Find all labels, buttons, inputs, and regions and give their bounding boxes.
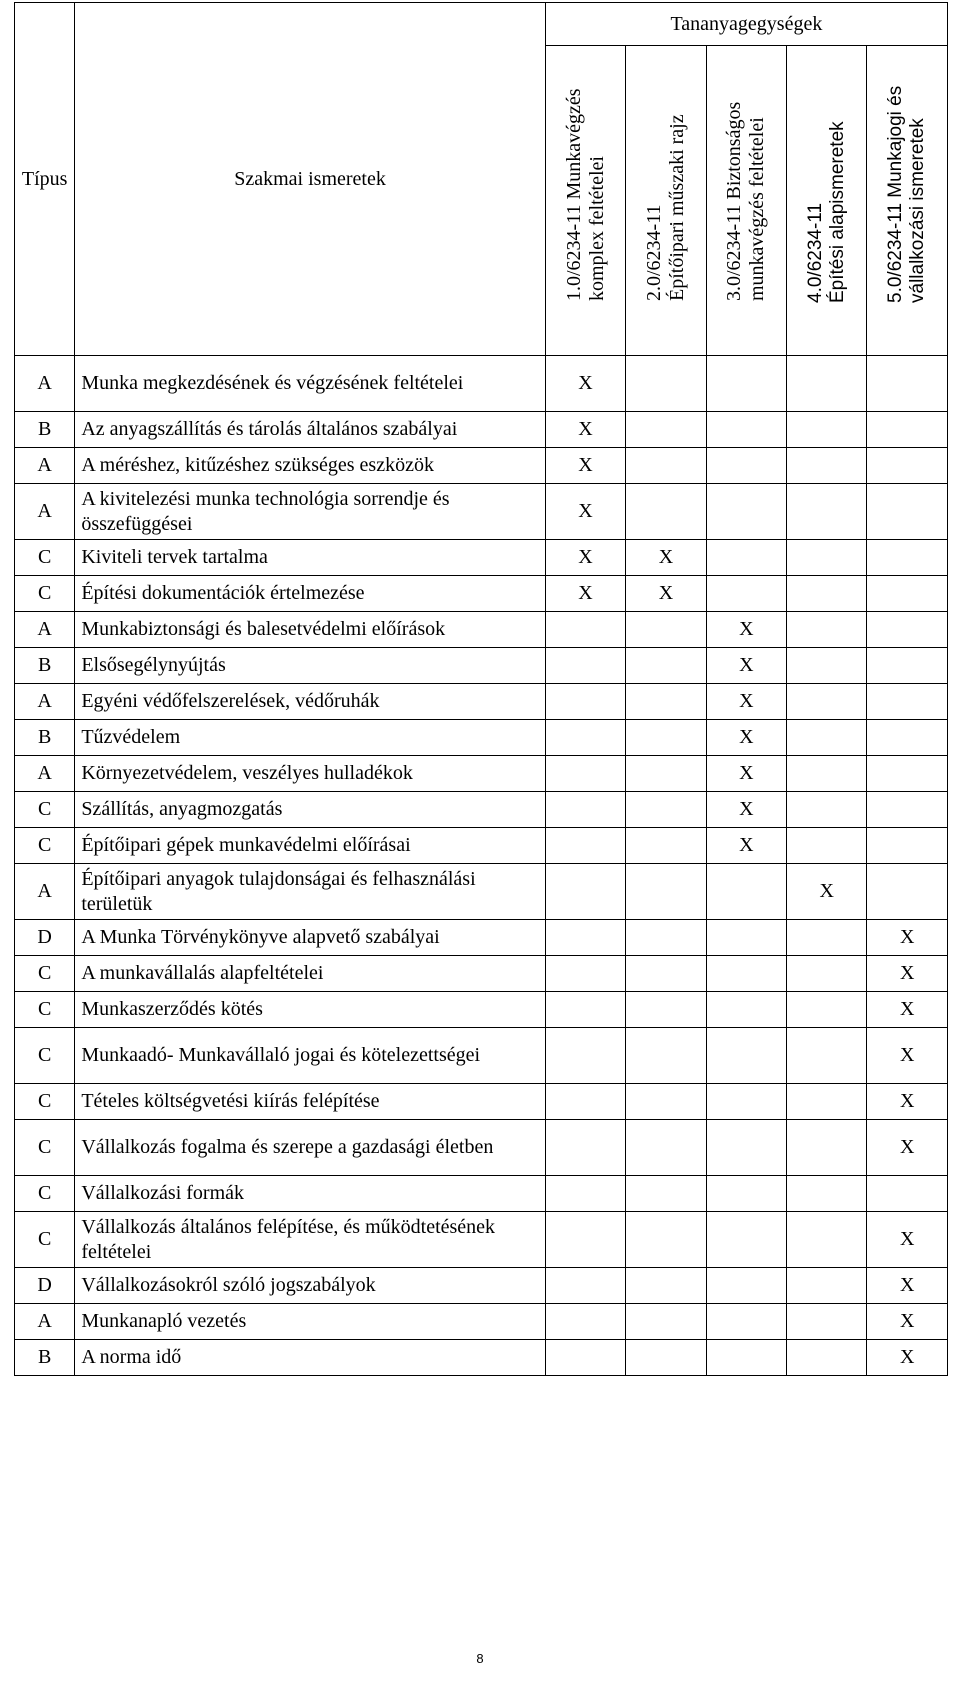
mark-cell-unit-4 [787,956,867,992]
mark-cell-unit-3 [706,412,786,448]
mark-cell-unit-5 [867,720,948,756]
mark-cell-unit-3 [706,1212,786,1268]
row-topic: Vállalkozásokról szóló jogszabályok [75,1268,545,1304]
row-type: A [15,612,75,648]
unit-header-text [885,86,929,303]
mark-cell-unit-5 [867,648,948,684]
mark-cell-unit-4 [787,920,867,956]
table-row [15,684,948,720]
row-type: C [15,1084,75,1120]
unit-header-line1: 2.0/6234-11 [642,204,665,301]
mark-cell-unit-2 [626,1304,706,1340]
mark-cell-unit-2 [626,920,706,956]
mark-cell-unit-1 [545,756,625,792]
mark-cell-unit-2 [626,828,706,864]
mark-cell-unit-4 [787,356,867,412]
table-row [15,356,948,412]
mark-cell-unit-1 [545,1028,625,1084]
mark-cell-unit-5: X [867,1304,948,1340]
unit-header-text [805,122,849,304]
mark-cell-unit-2 [626,448,706,484]
row-type: C [15,828,75,864]
row-topic: Építési dokumentációk értelmezése [75,576,545,612]
row-topic: Munka megkezdésének és végzésének feltételei [75,356,545,412]
row-type: D [15,1268,75,1304]
mark-cell-unit-5 [867,448,948,484]
row-topic: Kiviteli tervek tartalma [75,540,545,576]
row-type: D [15,920,75,956]
mark-cell-unit-3: X [706,792,786,828]
unit-header-2 [626,46,706,356]
row-type: C [15,1120,75,1176]
mark-cell-unit-4 [787,1340,867,1376]
mark-cell-unit-4 [787,1084,867,1120]
mark-cell-unit-1 [545,1340,625,1376]
mark-cell-unit-5: X [867,1212,948,1268]
row-type: C [15,1028,75,1084]
mark-cell-unit-2 [626,1120,706,1176]
unit-header-4 [787,46,867,356]
table-row [15,1120,948,1176]
mark-cell-unit-3 [706,1304,786,1340]
mark-cell-unit-2: X [626,576,706,612]
mark-cell-unit-1 [545,920,625,956]
row-topic: Vállalkozási formák [75,1176,545,1212]
mark-cell-unit-2 [626,412,706,448]
mark-cell-unit-3: X [706,720,786,756]
units-group-header: Tananyagegységek [545,3,947,46]
mark-cell-unit-5 [867,684,948,720]
mark-cell-unit-1 [545,1268,625,1304]
mark-cell-unit-4 [787,756,867,792]
table-row [15,448,948,484]
mark-cell-unit-5 [867,576,948,612]
row-type: A [15,1304,75,1340]
unit-header-5 [867,46,948,356]
table-row [15,864,948,920]
mark-cell-unit-5 [867,484,948,540]
row-type: A [15,684,75,720]
unit-header-line2: munkavégzés feltételei [746,117,769,301]
unit-header-line2: Építési alapismeretek [826,121,848,304]
mark-cell-unit-3 [706,1084,786,1120]
row-topic: Építőipari gépek munkavédelmi előírásai [75,828,545,864]
mark-cell-unit-1 [545,956,625,992]
mark-cell-unit-4 [787,1176,867,1212]
table-row [15,956,948,992]
mark-cell-unit-3 [706,864,786,920]
row-type: C [15,576,75,612]
mark-cell-unit-1 [545,1120,625,1176]
table-row [15,792,948,828]
mark-cell-unit-2 [626,992,706,1028]
mark-cell-unit-5 [867,540,948,576]
mark-cell-unit-5 [867,1176,948,1212]
row-type: C [15,792,75,828]
row-topic: Szállítás, anyagmozgatás [75,792,545,828]
table-row [15,540,948,576]
mark-cell-unit-3 [706,992,786,1028]
row-type: B [15,1340,75,1376]
mark-cell-unit-5: X [867,1268,948,1304]
mark-cell-unit-2 [626,1340,706,1376]
mark-cell-unit-5 [867,356,948,412]
mark-cell-unit-1: X [545,484,625,540]
table-row [15,920,948,956]
unit-header-text [643,114,689,301]
unit-header-line2: Építőipari műszaki rajz [665,114,688,301]
row-type: C [15,956,75,992]
mark-cell-unit-3 [706,956,786,992]
competency-table [14,2,948,1376]
mark-cell-unit-3: X [706,648,786,684]
mark-cell-unit-4 [787,612,867,648]
row-topic: A munkavállalás alapfeltételei [75,956,545,992]
mark-cell-unit-4 [787,412,867,448]
mark-cell-unit-5: X [867,1028,948,1084]
row-topic: Tételes költségvetési kiírás felépítése [75,1084,545,1120]
mark-cell-unit-1: X [545,576,625,612]
mark-cell-unit-4 [787,1304,867,1340]
mark-cell-unit-2 [626,684,706,720]
row-type: B [15,412,75,448]
table-row [15,484,948,540]
mark-cell-unit-3: X [706,828,786,864]
unit-header-line2: komplex feltételei [585,156,608,301]
mark-cell-unit-5 [867,792,948,828]
mark-cell-unit-1 [545,1176,625,1212]
mark-cell-unit-4 [787,828,867,864]
mark-cell-unit-3 [706,484,786,540]
row-topic: A méréshez, kitűzéshez szükséges eszközök [75,448,545,484]
table-row [15,828,948,864]
page-number: 8 [476,1651,484,1666]
mark-cell-unit-3: X [706,612,786,648]
table-row [15,756,948,792]
mark-cell-unit-3 [706,1028,786,1084]
mark-cell-unit-5 [867,864,948,920]
mark-cell-unit-5 [867,612,948,648]
mark-cell-unit-5: X [867,1120,948,1176]
mark-cell-unit-4 [787,540,867,576]
mark-cell-unit-1 [545,828,625,864]
row-topic: Egyéni védőfelszerelések, védőruhák [75,684,545,720]
unit-header-line2: vállalkozási ismeretek [907,118,929,304]
mark-cell-unit-4: X [787,864,867,920]
mark-cell-unit-2 [626,612,706,648]
mark-cell-unit-2 [626,1028,706,1084]
mark-cell-unit-5 [867,756,948,792]
mark-cell-unit-3 [706,448,786,484]
mark-cell-unit-3: X [706,684,786,720]
row-type: C [15,540,75,576]
row-topic: Munkabiztonsági és balesetvédelmi előírások [75,612,545,648]
mark-cell-unit-4 [787,1268,867,1304]
row-type: A [15,448,75,484]
mark-cell-unit-3 [706,1340,786,1376]
row-type: B [15,720,75,756]
row-type: A [15,484,75,540]
table-row [15,1304,948,1340]
mark-cell-unit-1 [545,612,625,648]
mark-cell-unit-2 [626,756,706,792]
row-type: B [15,648,75,684]
row-topic: Építőipari anyagok tulajdonságai és felhasználási területük [75,864,545,920]
mark-cell-unit-4 [787,1120,867,1176]
table-row [15,576,948,612]
mark-cell-unit-4 [787,992,867,1028]
table-row [15,648,948,684]
mark-cell-unit-3 [706,1268,786,1304]
unit-header-line1: 4.0/6234-11 [804,203,826,304]
mark-cell-unit-5: X [867,1340,948,1376]
table-row [15,612,948,648]
row-type: C [15,992,75,1028]
mark-cell-unit-3 [706,1176,786,1212]
unit-header-text [563,88,609,301]
row-topic: A kivitelezési munka technológia sorrendje és összefüggései [75,484,545,540]
mark-cell-unit-1 [545,684,625,720]
mark-cell-unit-4 [787,648,867,684]
row-type: C [15,1176,75,1212]
mark-cell-unit-5: X [867,920,948,956]
mark-cell-unit-2 [626,1084,706,1120]
row-topic: Vállalkozás általános felépítése, és működtetésének feltételei [75,1212,545,1268]
mark-cell-unit-1 [545,648,625,684]
row-topic: Környezetvédelem, veszélyes hulladékok [75,756,545,792]
table-body [15,356,948,1376]
mark-cell-unit-4 [787,576,867,612]
mark-cell-unit-4 [787,448,867,484]
table-row [15,1268,948,1304]
mark-cell-unit-2 [626,792,706,828]
mark-cell-unit-1: X [545,356,625,412]
row-type: A [15,756,75,792]
mark-cell-unit-1 [545,992,625,1028]
mark-cell-unit-1 [545,720,625,756]
mark-cell-unit-2 [626,864,706,920]
mark-cell-unit-1: X [545,412,625,448]
mark-cell-unit-1 [545,792,625,828]
mark-cell-unit-5 [867,828,948,864]
mark-cell-unit-5: X [867,992,948,1028]
mark-cell-unit-1 [545,1304,625,1340]
mark-cell-unit-1 [545,1212,625,1268]
mark-cell-unit-2 [626,720,706,756]
table-row [15,720,948,756]
mark-cell-unit-1: X [545,540,625,576]
mark-cell-unit-2 [626,648,706,684]
mark-cell-unit-3 [706,356,786,412]
mark-cell-unit-5: X [867,956,948,992]
mark-cell-unit-4 [787,1028,867,1084]
topic-column-header: Szakmai ismeretek [75,3,545,356]
mark-cell-unit-2 [626,956,706,992]
mark-cell-unit-2 [626,1212,706,1268]
row-topic: Az anyagszállítás és tárolás általános szabályai [75,412,545,448]
unit-header-line1: 1.0/6234-11 Munkavégzés [562,88,585,301]
mark-cell-unit-4 [787,792,867,828]
mark-cell-unit-5 [867,412,948,448]
mark-cell-unit-2 [626,484,706,540]
unit-header-text [723,102,769,301]
mark-cell-unit-1 [545,864,625,920]
mark-cell-unit-2 [626,1176,706,1212]
unit-header-line1: 3.0/6234-11 Biztonságos [723,101,746,301]
unit-header-line1: 5.0/6234-11 Munkajogi és [885,86,907,304]
mark-cell-unit-3 [706,576,786,612]
mark-cell-unit-1: X [545,448,625,484]
table-row [15,1340,948,1376]
mark-cell-unit-3 [706,920,786,956]
mark-cell-unit-2 [626,356,706,412]
row-topic: A Munka Törvénykönyve alapvető szabályai [75,920,545,956]
mark-cell-unit-4 [787,1212,867,1268]
row-topic: Elsősegélynyújtás [75,648,545,684]
row-topic: Munkaszerződés kötés [75,992,545,1028]
mark-cell-unit-4 [787,484,867,540]
unit-header-3 [706,46,786,356]
mark-cell-unit-5: X [867,1084,948,1120]
row-topic: Vállalkozás fogalma és szerepe a gazdasági életben [75,1120,545,1176]
table-row [15,1176,948,1212]
table-row [15,1028,948,1084]
mark-cell-unit-4 [787,720,867,756]
row-type: C [15,1212,75,1268]
row-topic: Munkaadó- Munkavállaló jogai és kötelezettségei [75,1028,545,1084]
table-row [15,1084,948,1120]
mark-cell-unit-2 [626,1268,706,1304]
table-row [15,1212,948,1268]
type-column-header: Típus [15,3,75,356]
unit-header-1 [545,46,625,356]
row-topic: A norma idő [75,1340,545,1376]
row-type: A [15,864,75,920]
mark-cell-unit-3 [706,540,786,576]
table-row [15,992,948,1028]
mark-cell-unit-3: X [706,756,786,792]
mark-cell-unit-4 [787,684,867,720]
mark-cell-unit-2: X [626,540,706,576]
row-topic: Munkanapló vezetés [75,1304,545,1340]
table-row [15,412,948,448]
row-type: A [15,356,75,412]
row-topic: Tűzvédelem [75,720,545,756]
mark-cell-unit-1 [545,1084,625,1120]
mark-cell-unit-3 [706,1120,786,1176]
